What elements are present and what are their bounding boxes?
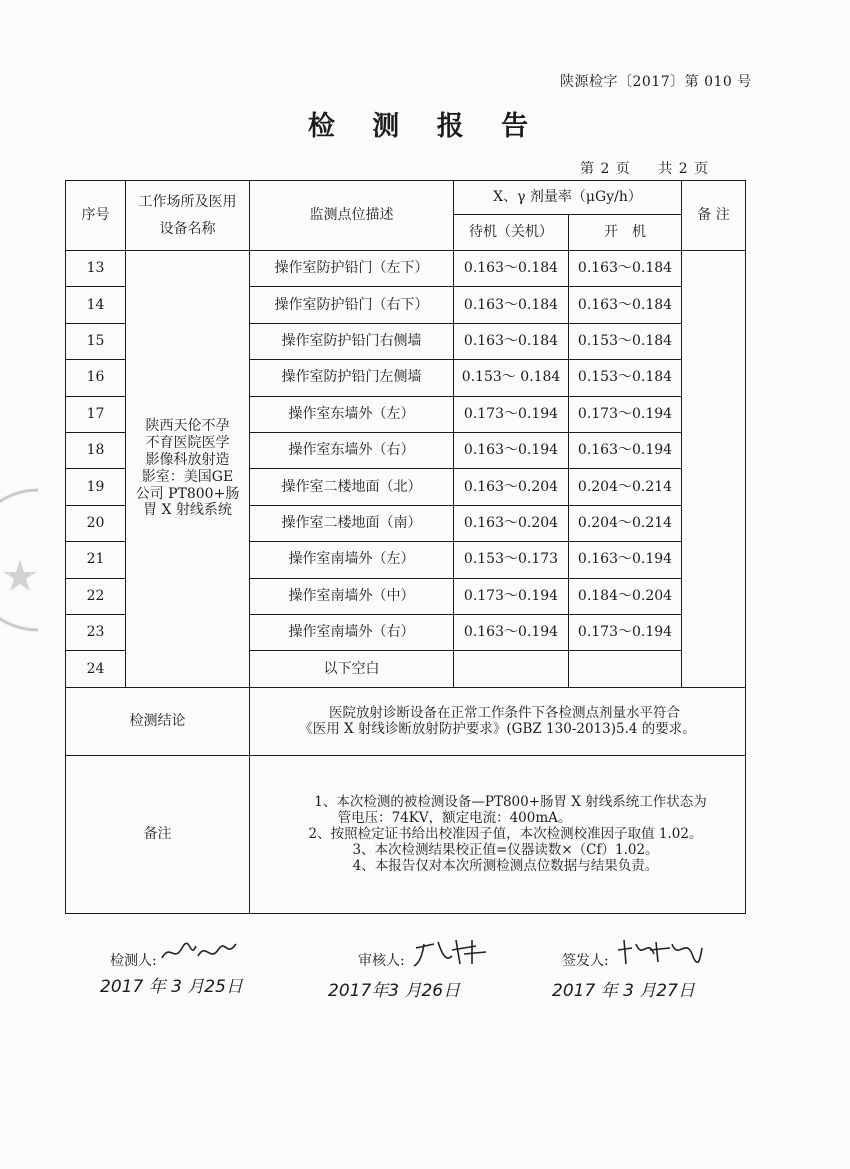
row-standby: 0.163～0.184 (454, 251, 569, 287)
header-site-text: 工作场所及医用设备名称 (138, 193, 237, 237)
header-point: 监测点位描述 (250, 181, 454, 251)
row-point: 操作室防护铅门（左下） (250, 251, 454, 287)
remark-line: 管电压：74KV，额定电流：400mA。 (337, 809, 572, 826)
row-on: 0.163～0.184 (569, 287, 682, 323)
row-no: 13 (66, 251, 126, 287)
conclusion-label: 检测结论 (66, 687, 250, 755)
remarks-label: 备注 (66, 755, 250, 913)
site-line: 不育医院医学 (145, 435, 230, 452)
row-standby: 0.173～0.194 (454, 396, 569, 432)
row-no: 14 (66, 287, 126, 323)
row-on: 0.163～0.194 (569, 542, 682, 578)
row-on: 0.173～0.194 (569, 396, 682, 432)
remark-line: 2、按照检定证书给出校准因子值，本次检测校准因子取值 1.02。 (308, 826, 703, 843)
row-point: 操作室防护铅门左侧墙 (250, 360, 454, 396)
row-no: 19 (66, 469, 126, 505)
inspector-label: 检测人: (110, 953, 157, 969)
issuer-label: 签发人: (562, 953, 609, 969)
row-standby: 0.163～0.184 (454, 323, 569, 359)
row-on: 0.173～0.194 (569, 614, 682, 650)
row-standby: 0.173～0.194 (454, 578, 569, 614)
row-point: 操作室南墙外（右） (250, 614, 454, 650)
row-on: 0.184～0.204 (569, 578, 682, 614)
document-number: 陕源检字〔2017〕第 010 号 (560, 74, 752, 90)
row-point: 以下空白 (250, 651, 454, 687)
row-on: 0.153～0.184 (569, 323, 682, 359)
row-point: 操作室防护铅门右侧墙 (250, 323, 454, 359)
row-standby: 0.163～0.204 (454, 469, 569, 505)
row-standby (454, 651, 569, 687)
row-no: 15 (66, 323, 126, 359)
conclusion-line: 医院放射诊断设备在正常工作条件下各检测点剂量水平符合 (329, 705, 680, 721)
page-number (580, 158, 731, 178)
conclusion-line: 《医用 X 射线诊断放射防护要求》(GBZ 130-2013)5.4 的要求。 (299, 721, 696, 738)
row-standby: 0.163～0.204 (454, 505, 569, 541)
row-standby: 0.163～0.184 (454, 287, 569, 323)
row-on: 0.204～0.214 (569, 469, 682, 505)
header-site (126, 181, 250, 251)
row-standby: 0.163～0.194 (454, 614, 569, 650)
site-line: 影室：美国GE (141, 468, 234, 485)
row-no: 21 (66, 542, 126, 578)
row-point: 操作室东墙外（左） (250, 396, 454, 432)
header-no: 序号 (66, 181, 126, 251)
remark-line: 4、本报告仅对本次所测检测点位数据与结果负责。 (352, 858, 659, 875)
issuer-date: 2017 年 3 月27日 (552, 981, 695, 1001)
row-point: 操作室防护铅门（右下） (250, 287, 454, 323)
site-line: 影像科放射造 (145, 452, 230, 469)
remarks-row (66, 755, 746, 913)
row-no: 24 (66, 651, 126, 687)
report-title: 检 测 报 告 (307, 111, 543, 142)
inspector-signature-icon (160, 938, 240, 968)
row-no: 16 (66, 360, 126, 396)
row-point: 操作室二楼地面（南） (250, 505, 454, 541)
row-on: 0.204～0.214 (569, 505, 682, 541)
site-cell (126, 251, 250, 688)
row-point: 操作室东墙外（右） (250, 432, 454, 468)
partial-seal-icon (0, 480, 38, 640)
reviewer-date: 2017年3 月26日 (328, 981, 461, 1001)
row-standby: 0.153～0.173 (454, 542, 569, 578)
row-no: 17 (66, 396, 126, 432)
table-row (66, 251, 746, 287)
header-remark: 备 注 (682, 181, 746, 251)
measurement-table (65, 180, 746, 914)
page-current: 第 2 页 (580, 161, 631, 177)
row-no: 22 (66, 578, 126, 614)
conclusion-text (250, 687, 746, 755)
conclusion-row (66, 687, 746, 755)
issuer-signature-icon (614, 934, 704, 968)
row-on: 0.153～0.184 (569, 360, 682, 396)
row-on: 0.163～0.194 (569, 432, 682, 468)
reviewer-signature-icon (412, 934, 492, 968)
remarks-text (250, 755, 746, 913)
row-point: 操作室二楼地面（北） (250, 469, 454, 505)
site-line: 陕西天伦不孕 (145, 418, 230, 435)
site-line: 胃 X 射线系统 (143, 502, 232, 519)
remark-line: 3、本次检测结果校正值=仪器读数×（Cf）1.02。 (352, 842, 659, 859)
remark-cell (682, 251, 746, 688)
row-point: 操作室南墙外（左） (250, 542, 454, 578)
page-total: 共 2 页 (658, 161, 710, 177)
row-no: 23 (66, 614, 126, 650)
row-standby: 0.153～ 0.184 (454, 360, 569, 396)
site-line: 公司 PT800+肠 (135, 485, 240, 502)
inspector-date: 2017 年 3 月25日 (100, 977, 243, 997)
header-dose: X、γ 剂量率（μGy/h） (454, 181, 682, 215)
row-point: 操作室南墙外（中） (250, 578, 454, 614)
remark-line: 1、本次检测的被检测设备—PT800+肠胃 X 射线系统工作状态为 (314, 793, 707, 810)
reviewer-label: 审核人: (358, 953, 405, 969)
row-standby: 0.163～0.194 (454, 432, 569, 468)
row-on: 0.163～0.184 (569, 251, 682, 287)
header-standby: 待机（关机） (454, 215, 569, 251)
row-on (569, 651, 682, 687)
row-no: 20 (66, 505, 126, 541)
row-no: 18 (66, 432, 126, 468)
header-on: 开 机 (569, 215, 682, 251)
